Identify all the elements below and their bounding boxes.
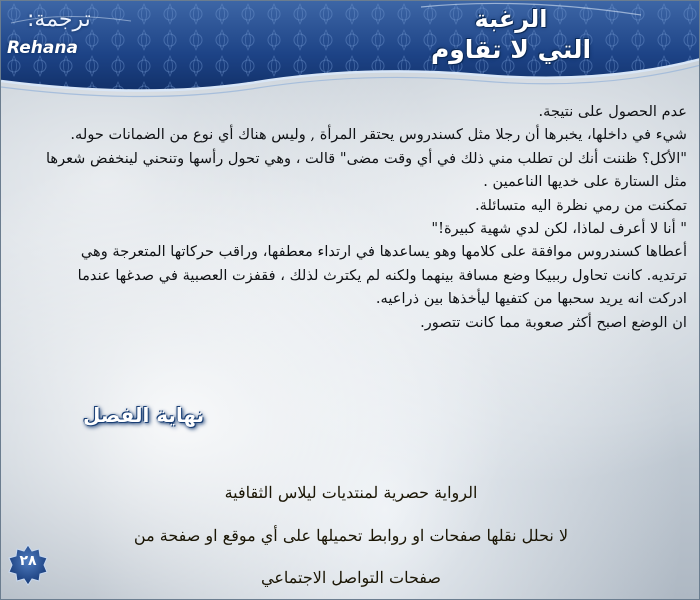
body-line: ادركت انه يريد سحبها من كتفيها ليأخذها بين ذراعيه. [375,290,687,308]
body-line: شيء في داخلها، يخبرها أن رجلا مثل كسندروس يحتقر المرأة , وليس هناك أي نوع من الضمانات حوله. [70,126,687,144]
story-title-line1: الرغبة [474,5,548,33]
body-line: ان الوضع اصبح أكثر صعوبة مما كانت تتصور. [420,313,687,331]
copyright-notice-line1: لا نحلل نقلها صفحات او روابط تحميلها على أي موقع او صفحة من [133,526,569,545]
chapter-end-heading: نهاية الفصل [83,403,205,427]
body-line: تمكنت من رمي نظرة اليه متسائلة. [475,196,687,214]
body-line: " أنا لا أعرف لماذا، لكن لدي شهية كبيرة!" [431,219,687,237]
translator-name: Rehana [7,38,78,58]
body-line: ترتديه. كانت تحاول رببيكا وضع مسافة بينهما ولكنه لم يكترث لذلك ، فقفزت العصبية في صدغها عندما [77,266,687,284]
body-line: مثل الستارة على خديها الناعمين . [483,173,687,191]
body-text [7,100,687,334]
exclusivity-notice: الرواية حصرية لمنتديات ليلاس الثقافية [224,483,478,502]
body-line: عدم الحصول على نتيجة. [538,103,687,120]
body-line: أعطاها كسندروس موافقة على كلامها وهو يساعدها في ارتداء معطفها، وراقب حركاتها المتعرجة وهي [80,243,687,261]
copyright-notice-line2: صفحات التواصل الاجتماعي [261,568,441,587]
translator-label: ترجمة: [27,7,91,32]
page-number: ٢٨ [19,553,37,569]
story-title-line2: التي لا تقاوم [430,35,592,64]
body-line: "الأكل؟ ظننت أنك لن تطلب مني ذلك في أي وقت مضى" قالت ، وهي تحول رأسها وتنحني لينخفض شعرها [45,149,687,167]
